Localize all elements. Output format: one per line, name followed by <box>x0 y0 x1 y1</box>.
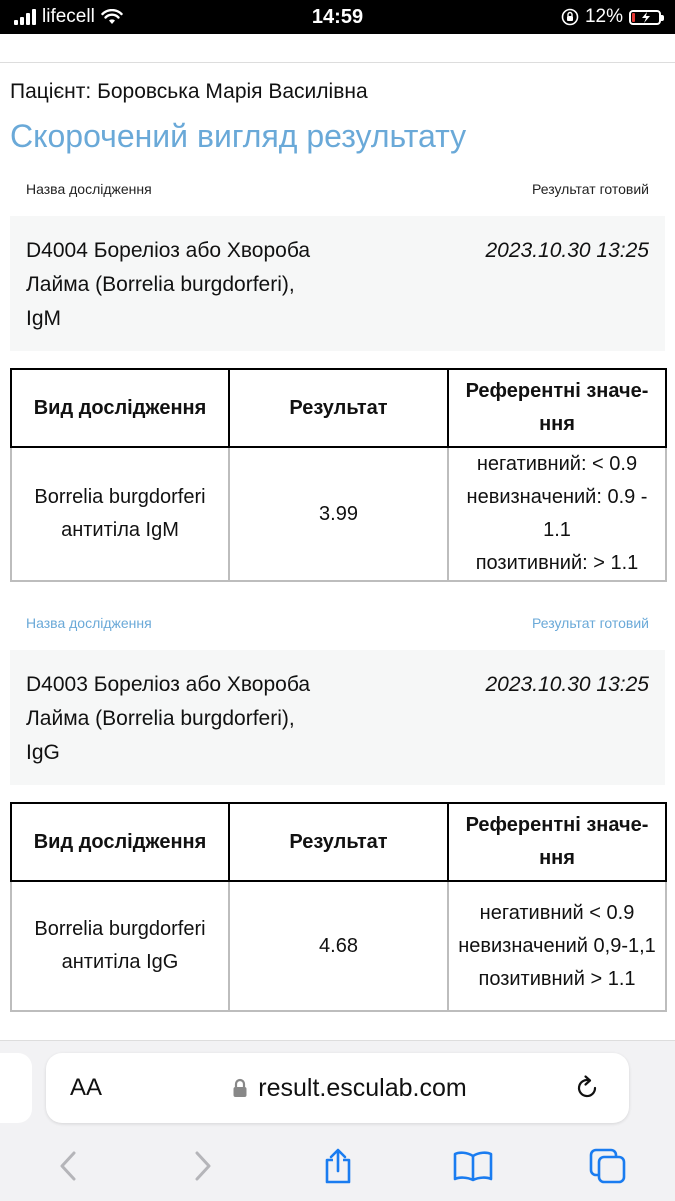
study-1-results-table <box>10 368 667 582</box>
browser-bottom-bar <box>0 1040 675 1201</box>
col-test-type: Вид дослідження <box>11 369 229 447</box>
study-1-name: D4004 Бореліоз або Хвороба Лайма (Borrelia burgdorferi), IgM <box>26 239 311 330</box>
reference-values <box>448 881 666 1011</box>
study-2-box <box>10 650 665 785</box>
tabs-icon <box>589 1148 627 1184</box>
test-name: Borrelia burgdorferi антитіла IgG <box>11 881 229 1011</box>
reference-line: позитивний > 1.1 <box>478 967 636 990</box>
share-icon <box>322 1147 354 1185</box>
text-size-label: AA <box>70 1074 103 1101</box>
table-header-row <box>11 803 666 881</box>
status-bar <box>0 0 675 34</box>
back-button[interactable] <box>38 1144 98 1188</box>
page-title: Скорочений вигляд результату <box>10 118 467 154</box>
reference-line: негативний: < 0.9 <box>476 453 638 475</box>
col-result: Результат <box>229 803 448 881</box>
clock: 14:59 <box>311 5 364 28</box>
reference-line: позитивний: > 1.1 <box>475 552 639 574</box>
text-size-button[interactable] <box>70 1074 130 1102</box>
battery-charging-icon <box>629 10 661 25</box>
page-divider <box>0 62 675 63</box>
orientation-lock-icon <box>561 8 579 26</box>
url-text: result.esculab.com <box>258 1073 467 1102</box>
col-reference: Референтні значення <box>448 803 666 881</box>
url-display[interactable] <box>130 1074 569 1103</box>
patient-name: Пацієнт: Боровська Марія Василівна <box>10 80 368 103</box>
signal-icon <box>14 9 36 25</box>
test-result: 4.68 <box>229 881 448 1011</box>
table-row <box>11 881 666 1011</box>
test-name: Borrelia burgdorferi антитіла IgM <box>11 447 229 581</box>
bookmarks-icon <box>453 1150 493 1182</box>
study-2-name: D4003 Бореліоз або Хвороба Лайма (Borrelia burgdorferi), IgG <box>26 673 311 764</box>
reference-line: невизначений 0,9-1,1 <box>458 934 656 957</box>
study-1-box <box>10 216 665 351</box>
reference-values <box>448 447 666 581</box>
study-name-label: Назва дослідження <box>26 615 152 631</box>
reference-line: негативний < 0.9 <box>479 901 635 924</box>
study-2-header <box>26 615 649 631</box>
study-name-label: Назва дослідження <box>26 181 152 197</box>
reload-button[interactable] <box>569 1074 605 1102</box>
table-row <box>11 447 666 581</box>
previous-tab-preview[interactable] <box>0 1053 32 1123</box>
table-header-row <box>11 369 666 447</box>
status-left <box>14 6 123 28</box>
result-ready-label: Результат готовий <box>532 181 649 197</box>
reference-line: невизначений: 0.9 - 1.1 <box>466 486 648 541</box>
battery-percent: 12% <box>584 6 623 27</box>
result-ready-label: Результат готовий <box>532 615 649 631</box>
study-1-header <box>26 181 649 197</box>
study-1-datetime: 2023.10.30 13:25 <box>485 239 649 262</box>
back-icon <box>58 1150 78 1182</box>
forward-button[interactable] <box>173 1144 233 1188</box>
col-result: Результат <box>229 369 448 447</box>
tabs-button[interactable] <box>578 1144 638 1188</box>
study-2-datetime: 2023.10.30 13:25 <box>485 673 649 696</box>
study-2-results-table <box>10 802 667 1012</box>
status-right <box>561 6 661 28</box>
address-bar[interactable] <box>46 1053 629 1123</box>
wifi-icon <box>101 9 123 25</box>
browser-toolbar <box>0 1141 675 1191</box>
share-button[interactable] <box>308 1144 368 1188</box>
col-test-type: Вид дослідження <box>11 803 229 881</box>
lock-icon <box>232 1078 248 1098</box>
reload-icon <box>573 1074 601 1102</box>
carrier-name: lifecell <box>42 6 95 27</box>
bookmarks-button[interactable] <box>443 1144 503 1188</box>
test-result: 3.99 <box>229 447 448 581</box>
forward-icon <box>193 1150 213 1182</box>
col-reference: Референтні значення <box>448 369 666 447</box>
